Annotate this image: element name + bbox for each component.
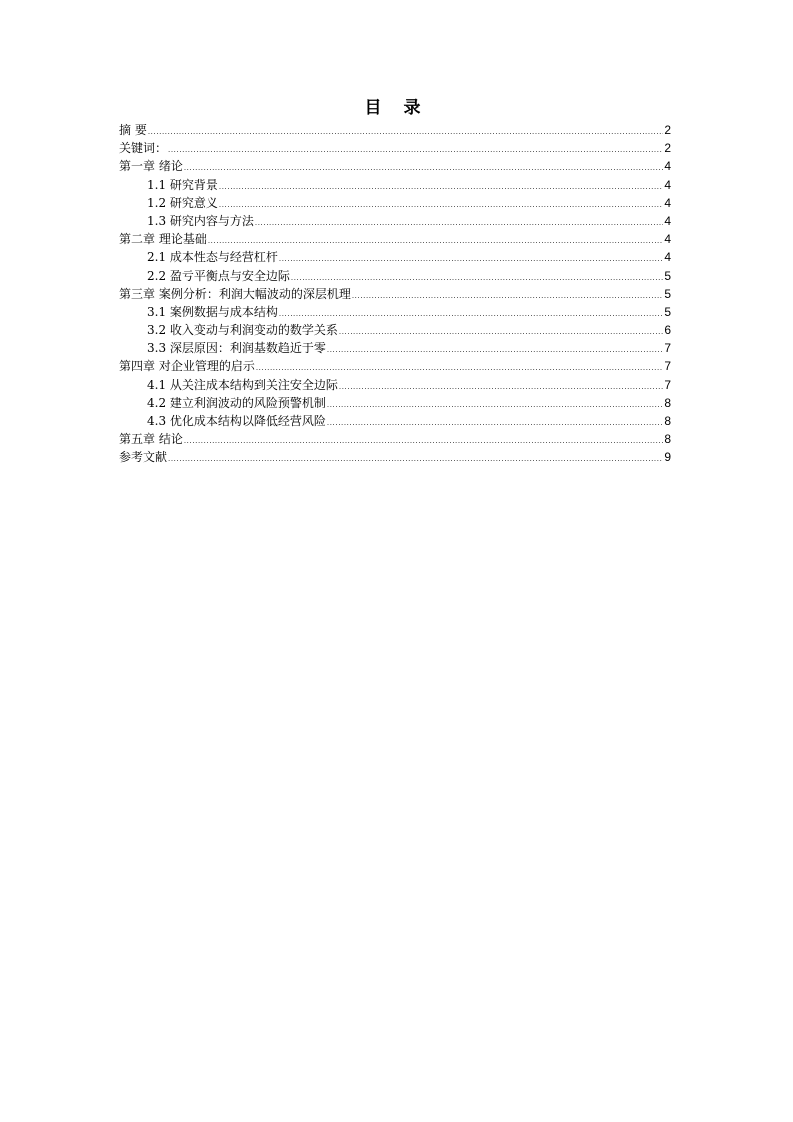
toc-entry-page-number: 8 <box>664 432 671 447</box>
toc-entry-page-number: 2 <box>664 141 671 156</box>
toc-entry-label: 第四章 对企业管理的启示 <box>119 359 255 374</box>
toc-entry-page-number: 7 <box>664 341 671 356</box>
toc-entry-label: 关键词： <box>119 141 168 156</box>
toc-entry[interactable] <box>119 303 671 321</box>
toc-entry-page-number: 5 <box>664 304 671 319</box>
toc-entry-label: 参考文献 <box>119 450 168 465</box>
toc-entry-label: 4.3 优化成本结构以降低经营风险 <box>147 414 326 428</box>
toc-entry[interactable] <box>119 285 671 303</box>
toc-entry-page-number: 4 <box>664 195 671 210</box>
toc-entry-page-number: 7 <box>664 377 671 392</box>
toc-dot-leader <box>339 378 663 396</box>
toc-dot-leader <box>327 341 663 359</box>
toc-entry-label: 2.1 成本性态与经营杠杆 <box>147 250 278 265</box>
table-of-contents <box>119 121 671 467</box>
toc-entry-page-number: 7 <box>664 359 671 374</box>
toc-entry[interactable] <box>119 448 671 466</box>
toc-entry[interactable] <box>119 176 671 194</box>
toc-entry-page-number: 8 <box>664 414 671 428</box>
toc-dot-leader <box>184 432 663 450</box>
toc-entry[interactable] <box>119 339 671 357</box>
toc-entry-label: 3.1 案例数据与成本结构 <box>147 304 278 319</box>
toc-entry-label: 第一章 绪论 <box>119 159 183 174</box>
toc-entry[interactable] <box>119 430 671 448</box>
toc-dot-leader <box>339 323 663 341</box>
toc-entry-page-number: 9 <box>664 450 671 465</box>
toc-entry[interactable] <box>119 157 671 175</box>
toc-entry-label: 1.2 研究意义 <box>147 195 218 210</box>
toc-entry-label: 3.3 深层原因：利润基数趋近于零 <box>147 341 326 356</box>
toc-entry-label: 1.1 研究背景 <box>147 177 218 192</box>
toc-entry-label: 4.2 建立利润波动的风险预警机制 <box>147 395 326 410</box>
toc-entry-label: 第五章 结论 <box>119 432 183 447</box>
toc-entry[interactable] <box>119 394 671 412</box>
toc-entry-page-number: 5 <box>664 286 671 301</box>
toc-dot-leader <box>352 287 663 305</box>
toc-entry[interactable] <box>119 212 671 230</box>
toc-entry-page-number: 4 <box>664 232 671 247</box>
toc-entry-page-number: 6 <box>664 323 671 338</box>
toc-entry[interactable] <box>119 248 671 266</box>
toc-dot-leader <box>148 123 663 141</box>
toc-dot-leader <box>327 414 663 432</box>
toc-entry-page-number: 2 <box>664 123 671 137</box>
toc-entry[interactable] <box>119 357 671 375</box>
toc-entry[interactable] <box>119 412 671 430</box>
toc-entry-label: 3.2 收入变动与利润变动的数学关系 <box>147 323 338 338</box>
toc-dot-leader <box>219 196 663 214</box>
toc-entry[interactable] <box>119 321 671 339</box>
toc-entry-label: 1.3 研究内容与方法 <box>147 213 254 228</box>
toc-entry-page-number: 4 <box>664 213 671 228</box>
toc-dot-leader <box>327 396 663 414</box>
toc-entry-label: 第三章 案例分析：利润大幅波动的深层机理 <box>119 286 351 301</box>
toc-dot-leader <box>168 450 663 468</box>
toc-entry[interactable] <box>119 267 671 285</box>
toc-dot-leader <box>255 214 663 232</box>
toc-entry-label: 2.2 盈亏平衡点与安全边际 <box>147 268 290 283</box>
toc-entry[interactable] <box>119 139 671 157</box>
toc-entry-page-number: 4 <box>664 159 671 174</box>
toc-entry-page-number: 5 <box>664 268 671 283</box>
toc-dot-leader <box>279 250 663 268</box>
toc-entry[interactable] <box>119 230 671 248</box>
toc-entry[interactable] <box>119 376 671 394</box>
toc-dot-leader <box>219 178 663 196</box>
toc-entry-label: 第二章 理论基础 <box>119 232 207 247</box>
toc-entry[interactable] <box>119 121 671 139</box>
toc-entry-label: 4.1 从关注成本结构到关注安全边际 <box>147 377 338 392</box>
toc-entry-page-number: 4 <box>664 177 671 192</box>
toc-dot-leader <box>184 159 663 177</box>
toc-entry-label: 摘 要 <box>119 123 147 137</box>
toc-title: 目 录 <box>364 98 429 118</box>
toc-dot-leader <box>168 141 663 159</box>
toc-entry-page-number: 8 <box>664 395 671 410</box>
toc-entry-page-number: 4 <box>664 250 671 265</box>
toc-entry[interactable] <box>119 194 671 212</box>
